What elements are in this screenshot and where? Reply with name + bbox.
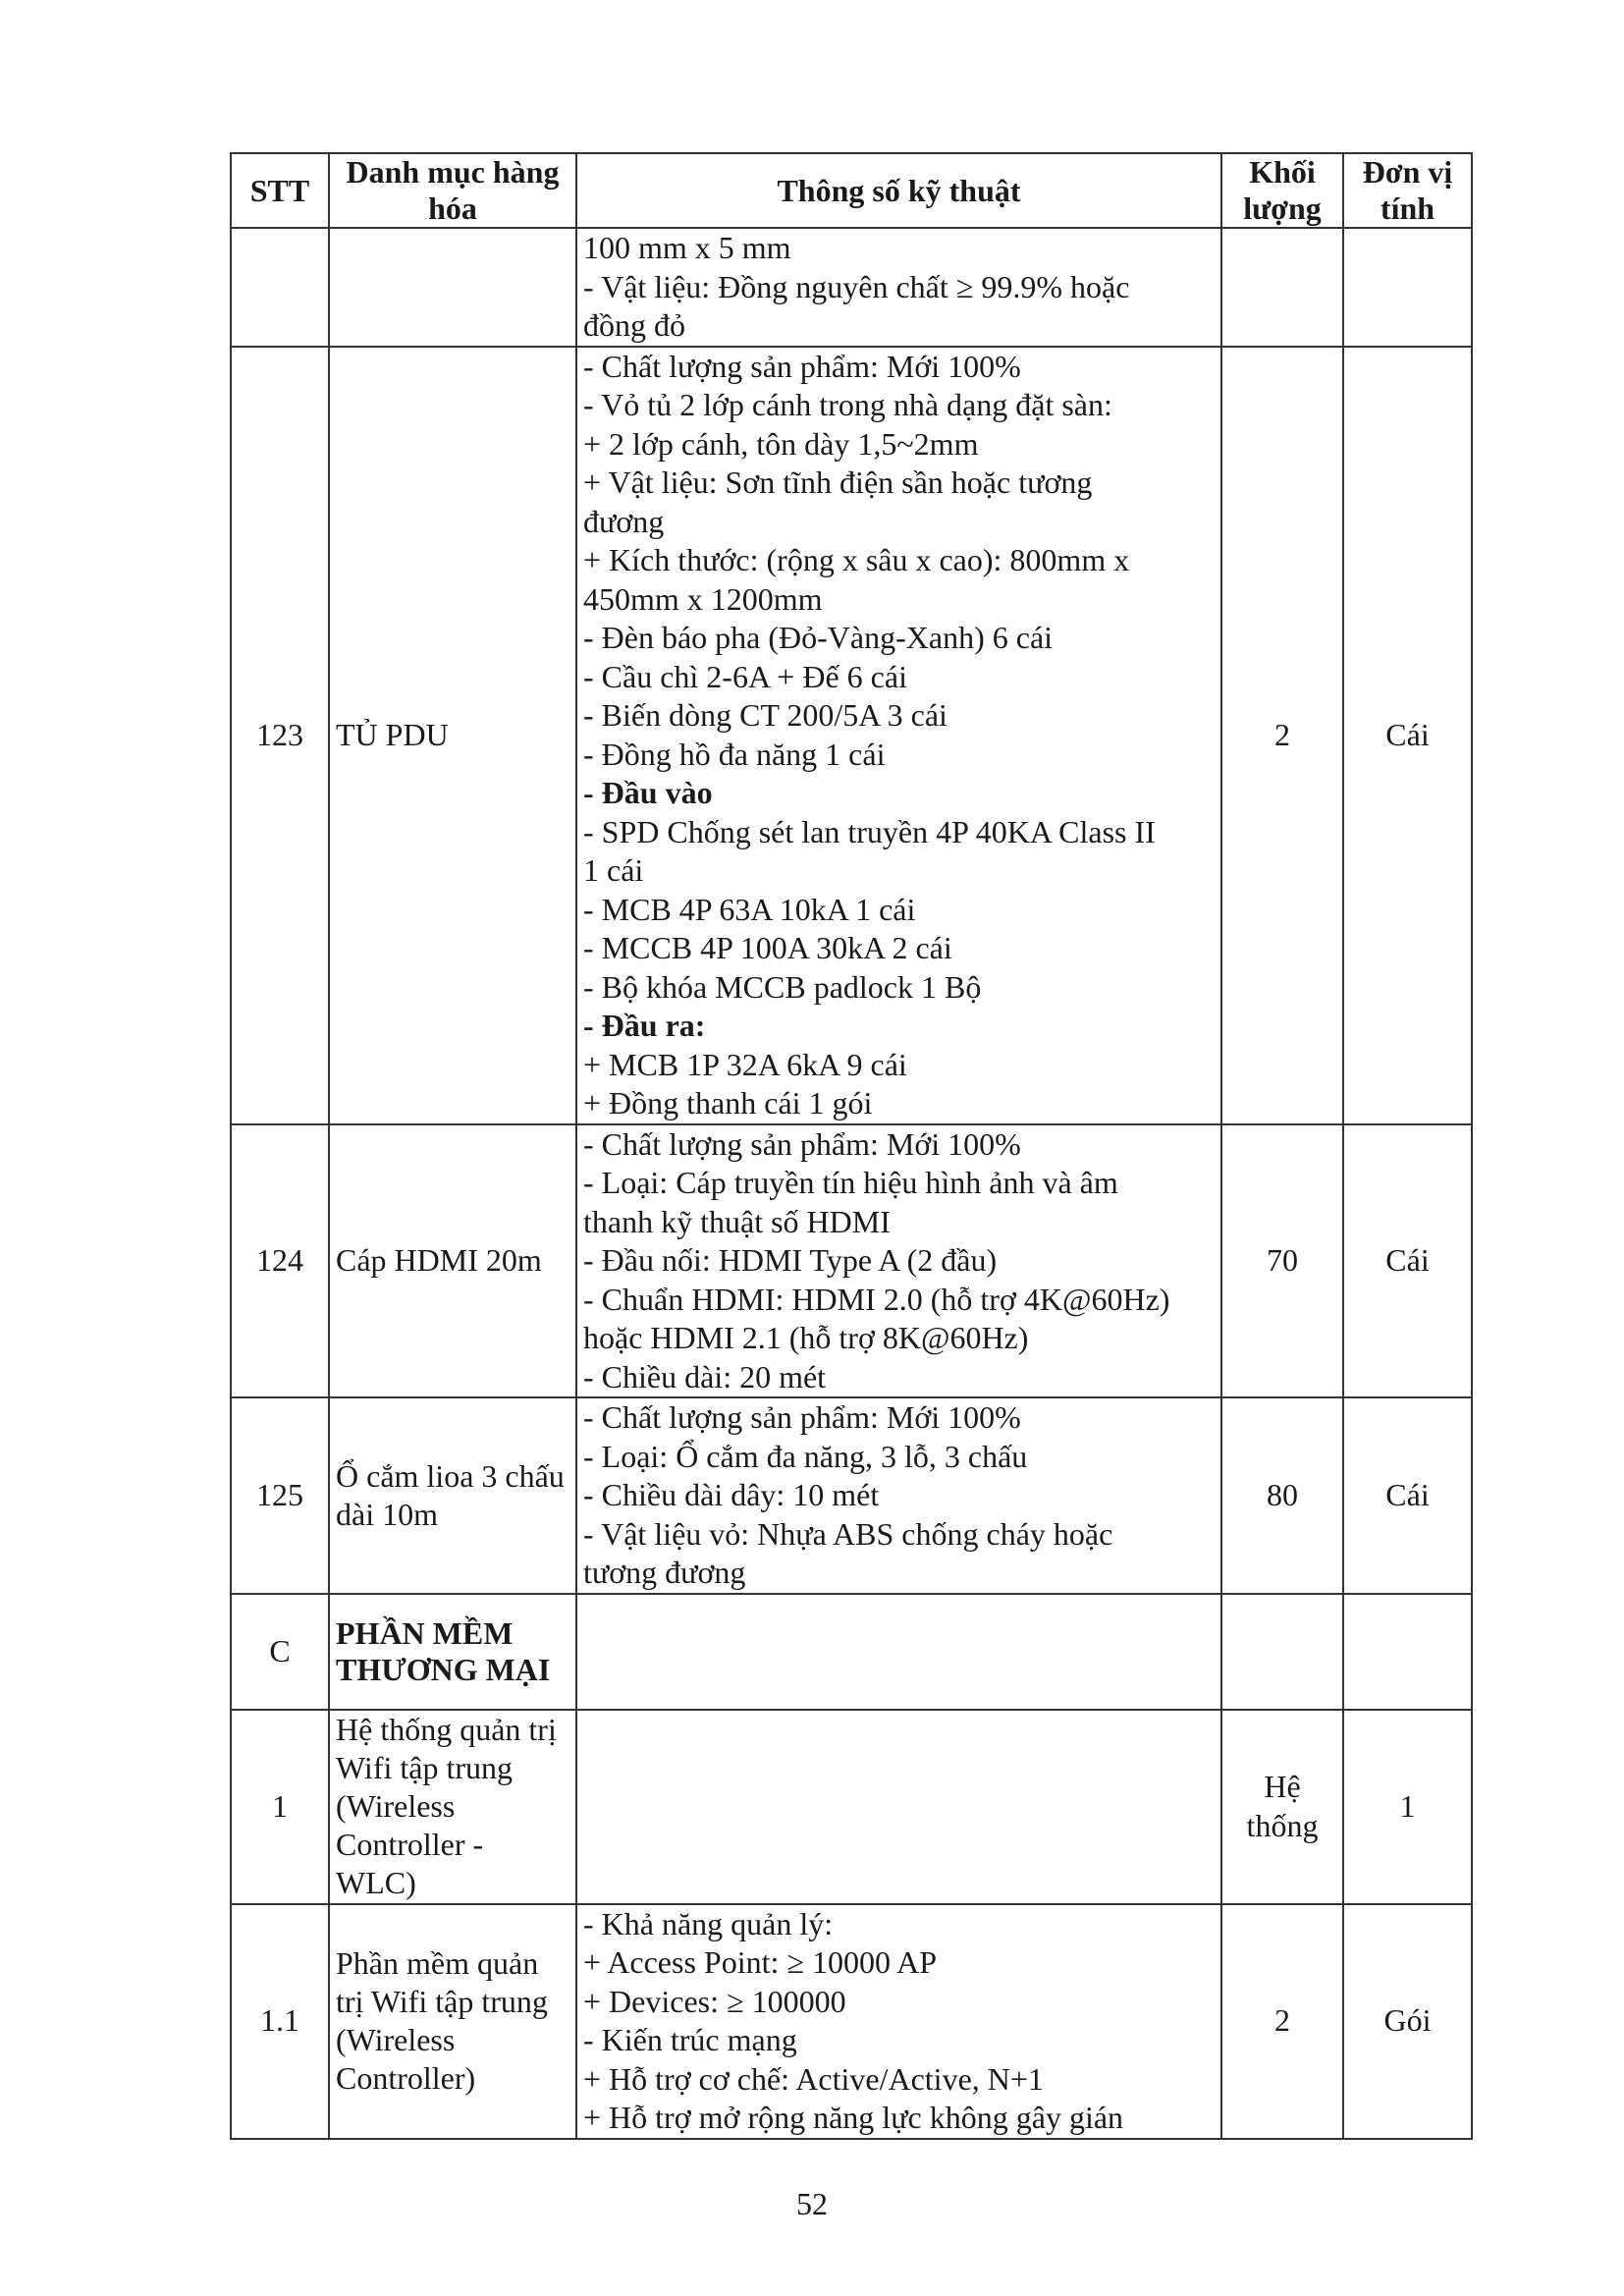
spec-line: + Hỗ trợ mở rộng năng lực không gây gián xyxy=(583,2100,1124,2135)
spec-line: thanh kỹ thuật số HDMI xyxy=(583,1203,891,1239)
table-row xyxy=(231,1710,1472,1904)
row-spec xyxy=(576,1124,1221,1398)
row-unit: Gói xyxy=(1343,1904,1472,2139)
spec-line: - Vật liệu: Đồng nguyên chất ≥ 99.9% hoặc xyxy=(583,268,1130,304)
row-qty: 80 xyxy=(1221,1397,1343,1594)
spec-line: - Bộ khóa MCCB padlock 1 Bộ xyxy=(583,968,982,1005)
table-row xyxy=(231,228,1472,347)
spec-table xyxy=(230,152,1473,2140)
table-row xyxy=(231,1124,1472,1398)
row-name xyxy=(329,228,576,347)
row-unit: 1 xyxy=(1343,1710,1472,1904)
spec-line: + Access Point: ≥ 10000 AP xyxy=(583,1944,938,1980)
row-name: PHẦN MỀM THƯƠNG MẠI xyxy=(329,1594,576,1710)
row-stt: 1.1 xyxy=(231,1904,329,2139)
row-spec xyxy=(576,228,1221,347)
row-qty: 70 xyxy=(1221,1124,1343,1398)
header-stt: STT xyxy=(231,153,329,228)
spec-line: - MCCB 4P 100A 30kA 2 cái xyxy=(583,930,952,965)
row-unit: Cái xyxy=(1343,1397,1472,1594)
row-stt: 125 xyxy=(231,1397,329,1594)
spec-line: tương đương xyxy=(583,1555,746,1590)
spec-line: + 2 lớp cánh, tôn dày 1,5~2mm xyxy=(583,425,979,462)
spec-line: 1 cái xyxy=(583,852,644,888)
spec-line: - SPD Chống sét lan truyền 4P 40KA Class II xyxy=(583,813,1156,849)
table-row xyxy=(231,347,1472,1124)
spec-line: - MCB 4P 63A 10kA 1 cái xyxy=(583,891,916,927)
spec-line: - Đồng hồ đa năng 1 cái xyxy=(583,736,886,772)
table-row xyxy=(231,1397,1472,1594)
header-unit: Đơn vị tính xyxy=(1343,153,1472,228)
table-row xyxy=(231,1904,1472,2139)
page-number: 52 xyxy=(796,2186,828,2221)
row-name: Phần mềm quản trị Wifi tập trung (Wireless Controller) xyxy=(329,1904,576,2139)
row-stt: 124 xyxy=(231,1124,329,1398)
row-stt: C xyxy=(231,1594,329,1710)
spec-line: - Đầu nối: HDMI Type A (2 đầu) xyxy=(583,1242,998,1278)
spec-line: - Vỏ tủ 2 lớp cánh trong nhà dạng đặt sàn: xyxy=(583,387,1112,422)
spec-line: + Hỗ trợ cơ chế: Active/Active, N+1 xyxy=(583,2060,1044,2097)
spec-line: - Đầu vào xyxy=(583,775,713,810)
spec-line: + Đồng thanh cái 1 gói xyxy=(583,1085,873,1121)
table-body xyxy=(231,228,1472,2139)
spec-line: - Biến dòng CT 200/5A 3 cái xyxy=(583,697,947,733)
table-header-row xyxy=(231,153,1472,228)
row-name: Ổ cắm lioa 3 chấu dài 10m xyxy=(329,1397,576,1594)
spec-line: đương xyxy=(583,503,665,539)
table-row xyxy=(231,1594,1472,1710)
spec-line: - Cầu chì 2-6A + Đế 6 cái xyxy=(583,658,907,694)
spec-line: + Kích thước: (rộng x sâu x cao): 800mm x xyxy=(583,542,1130,577)
spec-line: - Vật liệu vỏ: Nhựa ABS chống cháy hoặc xyxy=(583,1515,1113,1552)
row-qty xyxy=(1221,228,1343,347)
row-spec xyxy=(576,1594,1221,1710)
row-unit: Cái xyxy=(1343,347,1472,1124)
row-unit xyxy=(1343,1594,1472,1710)
spec-line: - Chuẩn HDMI: HDMI 2.0 (hỗ trợ 4K@60Hz) xyxy=(583,1281,1170,1317)
spec-line: - Đầu ra: xyxy=(583,1008,706,1043)
row-name: TỦ PDU xyxy=(329,347,576,1124)
row-name: Cáp HDMI 20m xyxy=(329,1124,576,1398)
spec-line: - Đèn báo pha (Đỏ-Vàng-Xanh) 6 cái xyxy=(583,620,1054,655)
row-spec xyxy=(576,1904,1221,2139)
spec-line: hoặc HDMI 2.1 (hỗ trợ 8K@60Hz) xyxy=(583,1320,1029,1355)
spec-line: + MCB 1P 32A 6kA 9 cái xyxy=(583,1046,907,1082)
spec-line: + Vật liệu: Sơn tĩnh điện sần hoặc tương xyxy=(583,465,1093,500)
row-qty: 2 xyxy=(1221,347,1343,1124)
spec-line: 100 mm x 5 mm xyxy=(583,230,791,265)
row-qty: 2 xyxy=(1221,1904,1343,2139)
spec-line: - Chất lượng sản phẩm: Mới 100% xyxy=(583,1399,1021,1435)
spec-line: - Chiều dài: 20 mét xyxy=(583,1358,827,1394)
row-stt: 1 xyxy=(231,1710,329,1904)
header-spec: Thông số kỹ thuật xyxy=(576,153,1221,228)
spec-line: - Chất lượng sản phẩm: Mới 100% xyxy=(583,348,1021,384)
spec-line: - Khả năng quản lý: xyxy=(583,1905,834,1941)
spec-line: - Kiến trúc mạng xyxy=(583,2022,797,2057)
row-spec xyxy=(576,1397,1221,1594)
spec-line: - Chiều dài dây: 10 mét xyxy=(583,1477,880,1512)
row-qty xyxy=(1221,1594,1343,1710)
spec-line: - Chất lượng sản phẩm: Mới 100% xyxy=(583,1125,1021,1162)
row-spec xyxy=(576,1710,1221,1904)
spec-line: - Loại: Ổ cắm đa năng, 3 lỗ, 3 chấu xyxy=(583,1438,1028,1474)
row-stt xyxy=(231,228,329,347)
spec-line: + Devices: ≥ 100000 xyxy=(583,1983,846,2019)
header-name: Danh mục hàng hóa xyxy=(329,153,576,228)
row-unit: Cái xyxy=(1343,1124,1472,1398)
row-name: Hệ thống quản trị Wifi tập trung (Wireless Controller - WLC) xyxy=(329,1710,576,1904)
row-qty: Hệ thống xyxy=(1221,1710,1343,1904)
spec-line: 450mm x 1200mm xyxy=(583,580,823,617)
spec-line: - Loại: Cáp truyền tín hiệu hình ảnh và âm xyxy=(583,1165,1118,1200)
row-stt: 123 xyxy=(231,347,329,1124)
row-spec xyxy=(576,347,1221,1124)
header-qty: Khối lượng xyxy=(1221,153,1343,228)
spec-line: đồng đỏ xyxy=(583,307,685,343)
row-unit xyxy=(1343,228,1472,347)
